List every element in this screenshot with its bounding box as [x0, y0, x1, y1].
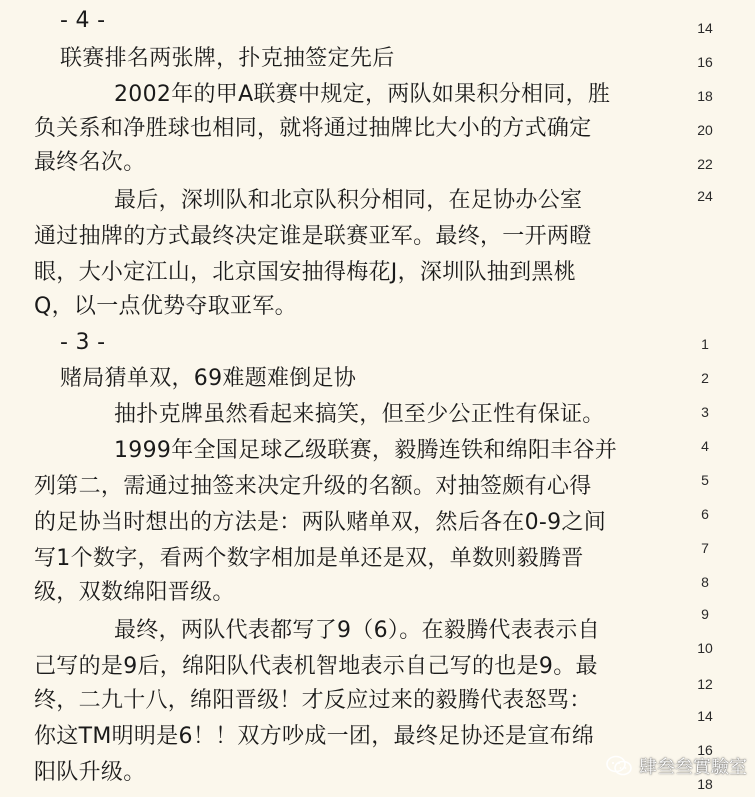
text-line: 1999年全国足球乙级联赛，毅腾连铁和绵阳丰谷并 [114, 438, 618, 463]
line-number: 4 [701, 438, 709, 454]
watermark [605, 753, 747, 779]
line-number: 24 [697, 188, 713, 204]
line-number: 20 [697, 122, 713, 138]
line-number: 3 [701, 404, 709, 420]
line-number: 22 [697, 156, 713, 172]
line-number: 2 [701, 370, 709, 386]
line-number: 10 [697, 640, 713, 656]
text-line: 写1个数字，看两个数字相加是单还是双，单数则毅腾晋 [34, 546, 584, 571]
wechat-icon [605, 755, 633, 777]
line-number: 16 [697, 54, 713, 70]
text-line: 最终名次。 [34, 150, 146, 175]
text-line: 2002年的甲A联赛中规定，两队如果积分相同，胜 [114, 82, 611, 107]
line-number: 18 [697, 776, 713, 792]
text-line: 己写的是9后，绵阳队代表机智地表示自己写的也是9。最 [34, 654, 598, 679]
text-line: 列第二，需通过抽签来决定升级的名额。对抽签颇有心得 [34, 474, 592, 499]
line-number: 5 [701, 472, 709, 488]
line-number: 16 [697, 742, 713, 758]
text-line: 最后，深圳队和北京队积分相同，在足协办公室 [114, 188, 583, 213]
line-number: 14 [697, 20, 713, 36]
line-number: 18 [697, 88, 713, 104]
text-line: 联赛排名两张牌，扑克抽签定先后 [60, 46, 395, 71]
line-number: 6 [701, 506, 709, 522]
text-line: 终，二九十八，绵阳晋级！才反应过来的毅腾代表怒骂： [34, 688, 592, 713]
line-number: 1 [701, 336, 709, 352]
text-line: - 4 - [60, 8, 106, 33]
line-number: 7 [701, 540, 709, 556]
line-number: 9 [701, 606, 709, 622]
line-number: 12 [697, 676, 713, 692]
text-line: 负关系和净胜球也相同，就将通过抽牌比大小的方式确定 [34, 116, 592, 141]
text-line: - 3 - [60, 330, 106, 355]
text-line: 赌局猜单双，69难题难倒足协 [60, 366, 357, 391]
watermark-text: 肆叁叁實驗室 [639, 757, 747, 778]
line-number: 8 [701, 574, 709, 590]
text-line: Q，以一点优势夺取亚军。 [34, 294, 297, 319]
text-line: 阳队升级。 [34, 760, 146, 785]
text-line: 抽扑克牌虽然看起来搞笑，但至少公正性有保证。 [114, 402, 605, 427]
line-number: 14 [697, 708, 713, 724]
text-line: 通过抽牌的方式最终决定谁是联赛亚军。最终，一开两瞪 [34, 224, 592, 249]
text-line: 眼，大小定江山，北京国安抽得梅花J，深圳队抽到黑桃 [34, 260, 576, 285]
text-line: 最终，两队代表都写了9（6）。在毅腾代表表示自 [114, 618, 600, 643]
text-line: 级，双数绵阳晋级。 [34, 580, 235, 605]
text-line: 你这TM明明是6！！双方吵成一团，最终足协还是宣布绵 [34, 724, 595, 749]
text-line: 的足协当时想出的方法是：两队赌单双，然后各在0-9之间 [34, 510, 607, 535]
